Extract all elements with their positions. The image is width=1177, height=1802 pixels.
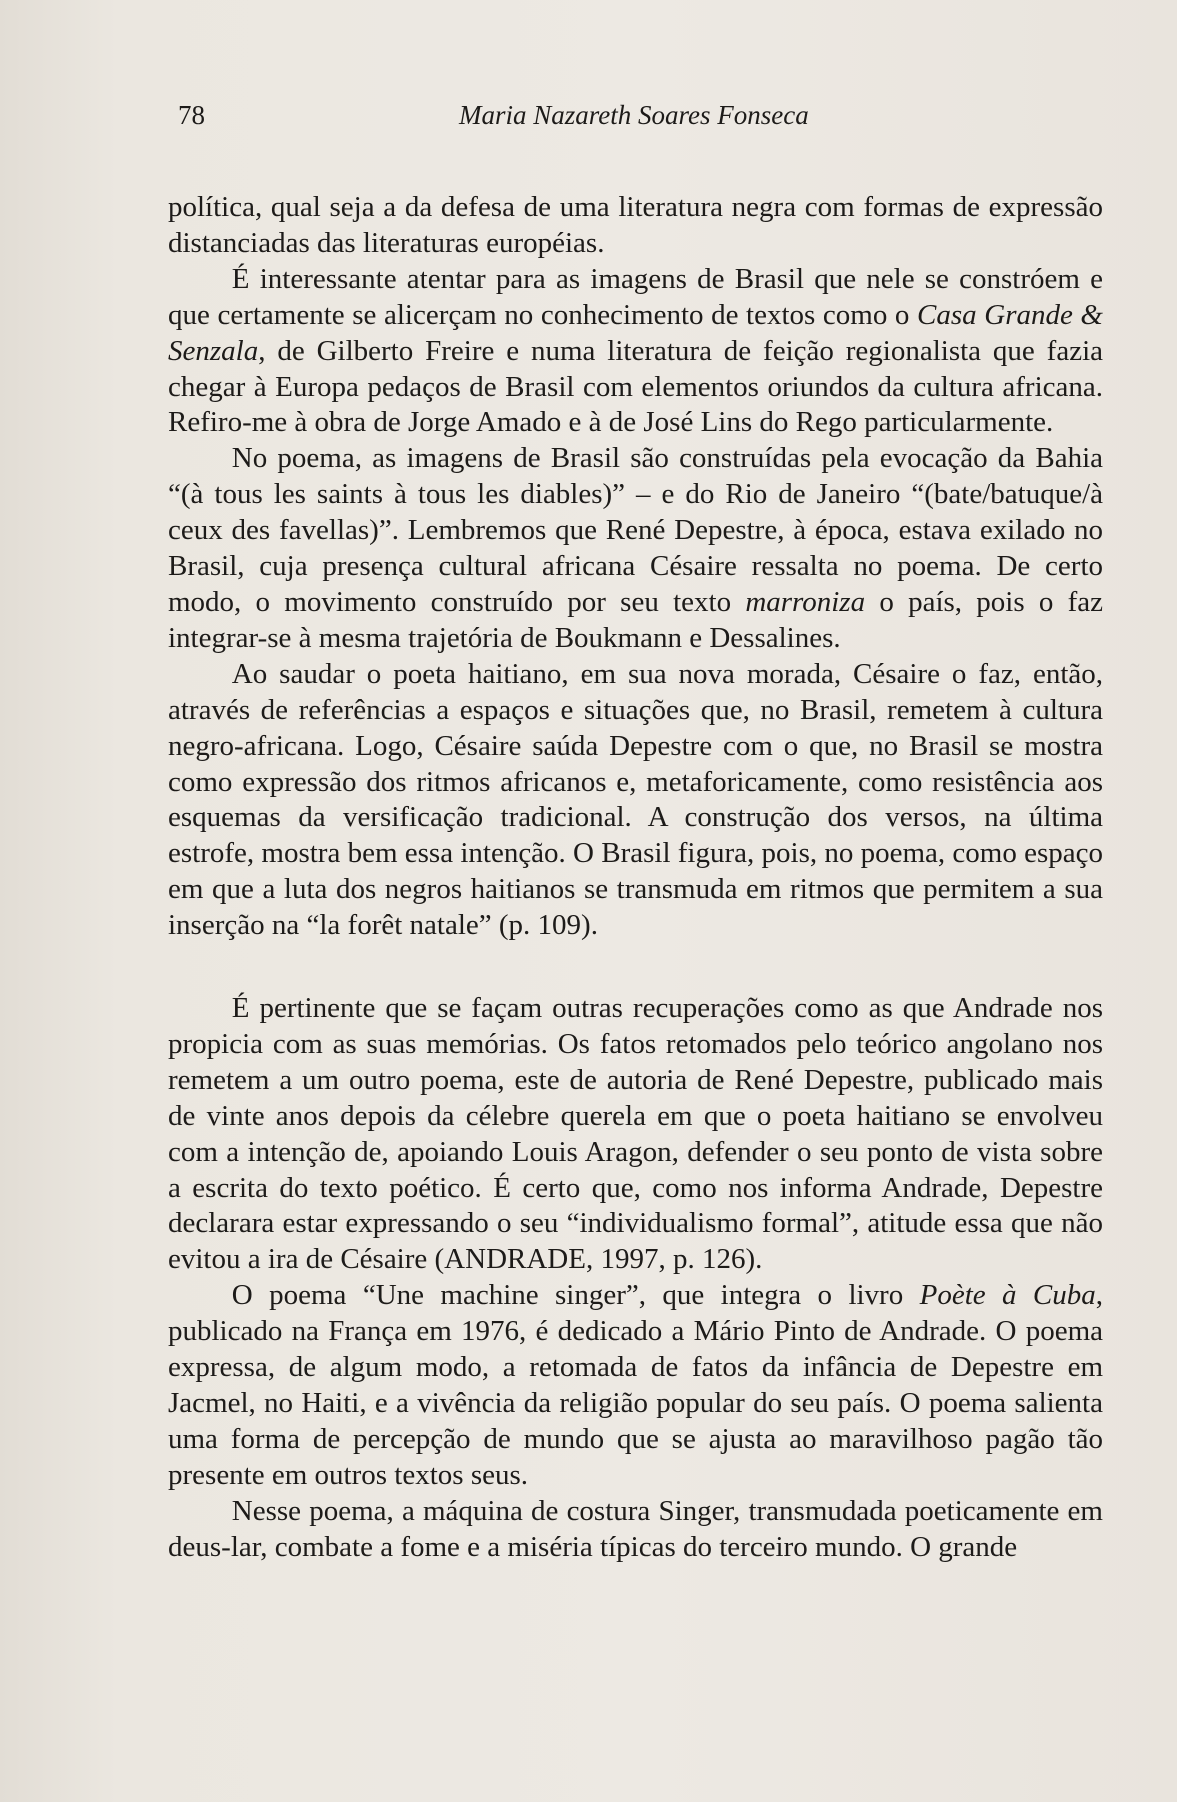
paragraph-5: É pertinente que se façam outras recuperações como as que Andrade nos propicia com as suas memórias. Os fatos retomados pelo teórico angolano nos remetem a um outro poema, este de autoria de René Depestre, publicado mais de vinte anos depois da célebre querela em que o poeta haitiano se envolveu com a intenção de, apoiando Louis Aragon, defender o seu ponto de vista sobre a escrita do texto poético. É certo que, como nos informa Andrade, Depestre declarara estar expressando o seu “individualismo formal”, atitude essa que não evitou a ira de Césaire (ANDRADE, 1997, p. 126). — [168, 992, 1103, 1276]
italic-word-marroniza: marroniza — [745, 585, 866, 618]
page-number: 78 — [178, 100, 205, 130]
book-title-poete-a-cuba: Poète à Cuba — [919, 1279, 1096, 1312]
book-title-casa-grande: Casa Grande & Senzala — [168, 298, 1103, 367]
paragraph-2: É interessante atentar para as imagens de Brasil que nele se constróem e que certamente se alicerçam no conhecimento de textos como o Casa Grande & Senzala, de Gilberto Freire e numa literatura de feição regionalista que fazia chegar à Europa pedaços de Brasil com elementos oriundos da cultura africana. Refiro-me à obra de Jorge Amado e à de José Lins do Rego particularmente. — [168, 262, 1103, 439]
body-text — [168, 190, 1103, 1566]
header-author: Maria Nazareth Soares Fonseca — [459, 100, 809, 130]
paragraph-7: Nesse poema, a máquina de costura Singer, transmudada poeticamente em deus-lar, combate a fome e a miséria típicas do terceiro mundo. O grande — [168, 1494, 1103, 1563]
paragraph-3: No poema, as imagens de Brasil são construídas pela evocação da Bahia “(à tous les saints à tous les diables)” – e do Rio de Janeiro “(bate/batuque/à ceux des favellas)”. Lembremos que René Depestre, à época, estava exilado no Brasil, cuja presença cultural africana Césaire ressalta no poema. De certo modo, o movimento construído por seu texto marroniza o país, pois o faz integrar-se à mesma trajetória de Boukmann e Dessalines. — [168, 442, 1103, 654]
paragraph-4: Ao saudar o poeta haitiano, em sua nova morada, Césaire o faz, então, através de referências a espaços e situações que, no Brasil, remetem à cultura negro-africana. Logo, Césaire saúda Depestre com o que, no Brasil se mostra como expressão dos ritmos africanos e, metaforicamente, como resistência aos esquemas da versificação tradicional. A construção dos versos, na última estrofe, mostra bem essa intenção. O Brasil figura, pois, no poema, como espaço em que a luta dos negros haitianos se transmuda em ritmos que permitem a sua inserção na “la forêt natale” (p. 109). — [168, 657, 1103, 942]
section-gap — [168, 944, 1103, 991]
paragraph-6: O poema “Une machine singer”, que integra o livro Poète à Cuba, publicado na França em 1976, é dedicado a Mário Pinto de Andrade. O poema expressa, de algum modo, a retomada de fatos da infância de Depestre em Jacmel, no Haiti, e a vivência da religião popular do seu país. O poema salienta uma forma de percepção de mundo que se ajusta ao maravilhoso pagão tão presente em outros textos seus. — [168, 1279, 1103, 1491]
running-head — [178, 94, 818, 134]
paragraph-1: política, qual seja a da defesa de uma literatura negra com formas de expressão distanciadas das literaturas européias. — [168, 191, 1103, 259]
